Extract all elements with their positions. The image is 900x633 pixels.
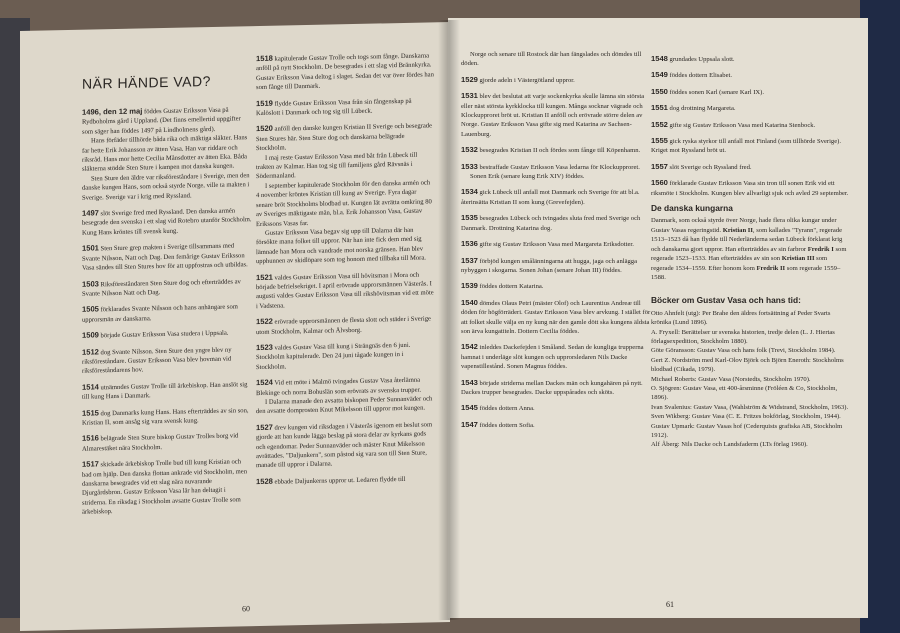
entry-year: 1539	[461, 281, 478, 291]
timeline-entry	[461, 213, 651, 233]
king-name: Fredrik II	[756, 264, 786, 272]
book-reference: Ivan Svalenius: Gustav Vasa, (Wahlström & Widstrand, Stockholm, 1963).	[651, 403, 849, 411]
timeline-entry	[82, 344, 252, 377]
entry-year: 1551	[651, 103, 668, 113]
timeline-entry	[461, 50, 651, 69]
entry-text: ebbade Daljunkerns uppror ut. Ledaren flydde till	[272, 475, 406, 486]
entry-text: föddes Gustav Eriksson Vasa på Rydboholms gård i Uppland. (Det finns emellertid uppgifter som säger han föddes 1497 på Lindholmens gård).	[82, 106, 241, 136]
timeline-entry	[256, 313, 434, 337]
entry-year: 1524	[256, 377, 273, 388]
page-number: 60	[242, 604, 250, 614]
entry-text: I maj reste Gustav Eriksson Vasa med båt från Lübeck till trakten av Kalmar. Han tog sig till familjens gård Rävsnäs i Södermanland.	[256, 151, 418, 181]
timeline-entry	[461, 91, 651, 139]
entry-year: 1548	[651, 54, 668, 63]
king-text: som regerade 1523–1533. Han efterträddes av sin son	[651, 245, 847, 263]
entry-text: erövrade upprorsmännen de flesta slott och städer i Sverige utom Stockholm, Kalmar och Älvsborg.	[256, 315, 431, 336]
entry-year: 1550	[651, 86, 668, 96]
entry-text: bestraffade Gustav Eriksson Vasa ledarna för Klockupproret.	[477, 163, 640, 171]
timeline-entry	[461, 298, 651, 337]
timeline-entry	[651, 87, 851, 97]
entry-text: föddes dottern Anna.	[477, 405, 535, 413]
entry-year: 1542	[461, 342, 478, 352]
entry-text: dog Svante Nilsson. Sten Sture den yngre blev ny riksföreståndare. Gustav Eriksson Vasa blev hovman vid riksföreståndarens hov.	[82, 346, 232, 376]
book-reference: Alf Åberg: Nils Dacke och Landsfaderm (LTs förlag 1960).	[651, 441, 808, 449]
entry-year: 1545	[461, 403, 478, 413]
entry-text: gjorde adeln i Västergötland uppror.	[477, 76, 575, 84]
entry-text: dog drottning Margareta.	[667, 105, 736, 113]
entry-text: föddes dottern Katarina.	[477, 283, 544, 291]
timeline-entry	[651, 103, 851, 113]
entry-text: valdes Gustav Vasa till kung i Strängnäs den 6 juni. Stockholm kapitulerade. Den 24 juni tågade kungen in i Stockholm.	[256, 341, 411, 371]
timeline-entry	[461, 420, 651, 430]
entry-year: 1540	[461, 297, 478, 307]
entry-text: Norge och senare till Rostock där han fängslades och dömdes till döden.	[461, 51, 642, 68]
entry-text: slöt Sverige och Ryssland fred.	[667, 163, 752, 171]
books-heading: Böcker om Gustav Vasa och hans tid:	[651, 295, 801, 306]
entry-year: 1536	[461, 239, 478, 249]
entry-text: gick Lübeck till anfall mot Danmark och Sverige för att bl.a. återinsätta Kristian II som kung (Grevefejden).	[461, 189, 640, 206]
entry-year: 1497	[82, 208, 99, 218]
entry-text: valdes Gustav Eriksson Vasa till hövitsman i Mora och började befrielsekriget. I april erövrade upprorsmännen Västerås. I augusti valdes Gustav Eriksson Vasa till rikshövitsman vid ett möte i Vadstena.	[256, 271, 434, 310]
entry-year: 1528	[256, 476, 273, 486]
left-page	[20, 22, 450, 631]
timeline-entry	[461, 342, 651, 371]
timeline-entry	[82, 205, 252, 238]
entry-text: Hans förfäder tillhörde båda rika och mäktiga släkter. Hans far hette Erik Johansson av ätten Vasa. Han var riddare och riksråd. Hans mor hette Cecilia Månsdotter av ätten Eka. Båda släkterna stödde Sten Sture i kampen mot danska kungen.	[82, 134, 248, 174]
entry-text: började striderna mellan Dackes män och kungahären på nytt. Dackes trupper besegrades. Dacke uppspårades och sköts.	[461, 379, 643, 396]
timeline-entry	[82, 240, 252, 273]
entry-year: 1519	[256, 98, 273, 108]
king-text: , som kallades "Tyrann", regerade 1513–1523 då han flydde till Nederländerna sedan Lübeck förklarat krig och danskarna gjort uppror. Han efterträddes av sin farbror	[651, 226, 843, 253]
entry-year: 1534	[461, 187, 478, 197]
entry-year: 1529	[461, 74, 478, 84]
timeline-entry	[461, 145, 651, 155]
timeline-entry	[651, 178, 851, 198]
timeline-entry	[256, 394, 434, 417]
entry-text: blev det beslutat att varje sockenkyrka skulle lämna sin största eller näst största kyrkklocka till kungen. Många socknar vägrade och Klockupproret bröt ut. Kristian II anföll och erövrade större delen av Norge. Gustav Eriksson Vasa gifte sig med Katarina av Sachsen-Lauenburg.	[461, 93, 645, 138]
entry-text: I Dalarna manade den avsatta biskopen Peder Sunnanväder och den avsatte domprosten Knut Mikelsson till uppror mot kungen.	[256, 395, 433, 416]
entry-text: dömdes Olaus Petri (mäster Olof) och Laurentius Andreæ till döden för högförräderi. Gustav Eriksson Vasa blev arvkung. I stället för att folket skulle välja en ny kung när den gamle dött ska kungens äldsta son ärva kungatiteln. Dottern Cecilia föddes.	[461, 299, 651, 335]
book-reference: Sven Wikberg: Gustav Vasa (C. E. Fritzes bokförlag, Stockholm, 1944).	[651, 413, 841, 421]
timeline-entry	[461, 187, 651, 207]
entry-text: Sten Sture grep makten i Sverige tillsammans med Svante Nilsson, Natt och Dag. Den femårige Gustav Eriksson Vasa sändes till Sten Stures hov för att uppfostras och utbildas.	[82, 242, 248, 272]
entry-year: 1527	[256, 422, 273, 432]
timeline-entry	[256, 225, 434, 266]
timeline-entry	[82, 133, 252, 174]
books-section	[651, 296, 851, 450]
king-text: som regerade 1534–1559. Efter honom kom	[651, 255, 828, 272]
entry-text: föddes dottern Elisabet.	[667, 72, 732, 80]
entry-year: 1549	[651, 70, 668, 80]
timeline-entry	[256, 178, 434, 229]
king-text: som regerade 1559–1588.	[651, 264, 841, 281]
timeline-entry	[461, 281, 651, 291]
entry-text: kapitulerade Gustav Trolle och togs som fånge. Danskarna anföll på nytt Stockholm. De besegrades i ett slag vid Brännkyrka. Gustav Eriksson Vasa deltog i slaget. Sedan det var över fördes han som fånge till Danmark.	[256, 52, 434, 92]
timeline-entry	[461, 172, 651, 181]
entry-text: Vid ett möte i Malmö tvingades Gustav Vasa återlämna Blekinge och norra Bohuslän som erövrats av svenska trupper.	[256, 376, 421, 397]
king-name: Kristian II	[722, 226, 753, 234]
entry-year: 1518	[256, 53, 273, 64]
entry-year: 1505	[82, 304, 99, 315]
book-reference: Michael Roberts: Gustav Vasa (Norstedts, Stockholm 1970).	[651, 375, 811, 383]
timeline-entry	[256, 50, 434, 92]
timeline-entry	[461, 162, 651, 172]
entry-text: belägrade Sten Sture biskop Gustav Trolles borg vid Almarestäket nära Stockholm.	[82, 432, 239, 453]
entry-year: 1535	[461, 213, 478, 223]
timeline-entry	[256, 150, 434, 182]
timeline-entry	[82, 405, 252, 428]
timeline-entry	[82, 301, 252, 324]
timeline-entry	[82, 327, 252, 341]
entry-text: förklarade Gustav Eriksson Vasa sin tron till sonen Erik vid ett riksmöte i Stockholm. Kungen blev allvarligt sjuk och avled 29 september.	[651, 180, 849, 197]
king-name: Fredrik I	[807, 245, 834, 253]
timeline-entry	[82, 379, 252, 402]
entry-text: flydde Gustav Eriksson Vasa från sin fångenskap på Kalöslott i Danmark och tog sig till Lübeck.	[256, 97, 412, 118]
page-heading: NÄR HÄNDE VAD?	[82, 73, 211, 92]
timeline-entry	[82, 276, 252, 299]
entry-text: skickade ärkebiskop Trolle bud till kung Kristian och bad om hjälp. Den danska flottan ankrade vid Stockholm, men danskarna besegrades vid ett slag nära nuvarande Djurgårdsbron. Gustav Eriksson Vasa lär han deltagit i striderna. En riksdag i Stockholm avsatte Gustav Trolle som ärkebiskop.	[82, 458, 247, 516]
timeline-entry	[651, 120, 851, 130]
entry-year: 1509	[82, 330, 99, 340]
timeline-entry	[651, 70, 851, 80]
timeline-entry	[461, 239, 651, 249]
entry-text: inleddes Dackefejden i Småland. Sedan de kungliga trupperna hamnat i underläge slöt kungen och upprorsledaren Nils Dacke vapenstillestånd. Sonen Magnus föddes.	[461, 344, 644, 371]
entry-text: förbjöd kungen smålänningarna att hugga, jaga och anlägga nybyggen i skogarna. Sonen Johan (senare Johan III) föddes.	[461, 257, 638, 274]
book-reference: O. Sjögren: Gustav Vasa, ett 400-årsminne (Fröléen & Co, Stockholm, 1896).	[651, 384, 838, 402]
entry-text: anföll den danske kungen Kristian II Sverige och besegrade Sten Stures här. Sten Sture dog och danskarna belägrade Stockholm.	[256, 122, 433, 153]
entry-year: 1560	[651, 178, 668, 188]
entry-text: gifte sig Gustav Eriksson Vasa med Katarina Stenbock.	[667, 121, 816, 129]
entry-year: 1531	[461, 91, 478, 101]
entry-year: 1552	[651, 119, 668, 129]
entry-text: drev kungen vid riksdagen i Västerås igenom ett beslut som gjorde att han kunde lägga beslag på stora delar av kyrkans gods och egendomar. Peder Sunnanväder och mäster Knut Mikelsson avrättades. "Daljunkern", som påstod sig vara son till Sten Sture, manade till uppror i Dalarna.	[256, 421, 433, 470]
entry-year: 1533	[461, 161, 478, 171]
entry-year: 1496, den 12 maj	[82, 106, 143, 117]
timeline-entry	[256, 95, 434, 119]
entry-year: 1521	[256, 272, 273, 282]
page-number: 61	[666, 600, 674, 609]
entry-year: 1515	[82, 407, 99, 418]
timeline-entry	[461, 378, 651, 398]
entry-text: I september kapitulerade Stockholm för den danska armén och 4 november kröntes Kristian till kung av Sverige. Fyra dagar senare bröt Stockholms blodbad ut. Kungen lät avrätta omkring 80 av Sveriges mäktigaste män, bl.a. Erik Johansson Vasa, Gustav Erikssons Vasas far.	[256, 179, 432, 228]
book-gutter	[438, 20, 460, 620]
timeline-entry	[256, 121, 434, 154]
entry-text: dog Danmarks kung Hans. Hans efterträddes av sin son, Kristian II, som ansåg sig vara svensk kung.	[82, 406, 249, 427]
book-reference: Gustav Upmark: Gustav Vasas hof (Cederquists grafiska AB, Stockholm 1912).	[651, 422, 843, 439]
right-column-b	[651, 54, 851, 450]
entry-year: 1503	[82, 278, 99, 289]
entry-text: Gustav Eriksson Vasa begav sig upp till Dalarna där han försökte mana folket till uppror. När han inte fick dem med sig lämnade han Mora och vandrade mot norska gränsen. Han blev upphunnen av skidlöpare som tog honom med tillbaka till Mora.	[256, 226, 426, 266]
timeline-entry	[256, 473, 434, 487]
book-reference: Göte Göransson: Gustav Vasa och hans folk (Trevi, Stockholm 1984).	[651, 347, 836, 355]
timeline-entry	[461, 75, 651, 85]
entry-text: började Gustav Eriksson Vasa studera i Uppsala.	[98, 329, 229, 340]
entry-text: gick ryska styrkor till anfall mot Finland (som tillhörde Sverige). Kriget mot Ryssland bröt ut.	[651, 138, 841, 155]
entry-text: grundades Uppsala slott.	[667, 56, 735, 63]
entry-text: gifte sig Gustav Eriksson Vasa med Margareta Eriksdotter.	[477, 241, 634, 249]
book-reference: Otto Ahnfelt (utg): Per Brahe den äldres fortsättning af Peder Svarts krönika (Lund 1896).	[651, 309, 831, 327]
timeline-entry	[82, 456, 252, 517]
right-column-a	[461, 51, 651, 436]
timeline-entry	[256, 419, 434, 471]
timeline-entry	[82, 431, 252, 454]
entry-text: utnämndes Gustav Trolle till ärkebiskop. Han anslöt sig till kung Hans i Danmark.	[82, 380, 248, 401]
entry-text: förklarades Svante Nilsson och hans anhängare som upprorsmän av danskarna.	[82, 303, 238, 324]
timeline-entry	[82, 104, 252, 137]
left-column-b	[256, 50, 434, 493]
entry-year: 1543	[461, 377, 478, 387]
book-reference: A. Fryxell: Berättelser ur svenska historien, tredje delen (L. J. Hiertas förlagsexpedition, Stockholm 1880).	[651, 328, 835, 345]
entry-year: 1523	[256, 342, 273, 353]
timeline-entry	[651, 162, 851, 172]
entry-text: besegrades Kristian II och fördes som fånge till Köpenhamn.	[477, 147, 641, 155]
timeline-entry	[461, 403, 651, 413]
danish-kings-section	[651, 204, 851, 282]
entry-year: 1557	[651, 161, 668, 171]
king-name: Kristian III	[781, 255, 815, 263]
entry-text: Sonen Erik (senare kung Erik XIV) föddes.	[470, 173, 585, 181]
entry-text: Riksföreståndaren Sten Sture dog och efterträddes av Svante Nilsson Natt och Dag.	[82, 277, 241, 298]
entry-year: 1537	[461, 255, 478, 265]
danish-kings-intro: Danmark, som också styrde över Norge, hade flera olika kungar under Gustav Vasas regeringstid.	[651, 217, 837, 234]
entry-year: 1514	[82, 382, 99, 392]
timeline-entry	[651, 136, 851, 156]
entry-text: föddes dottern Sofia.	[477, 421, 535, 429]
entry-text: slöt Sverige fred med Ryssland. Den danska armén besegrade den svenska i ett slag vid Rotebro utanför Stockholm. Kung Hans kröntes till svensk kung.	[82, 207, 252, 237]
timeline-entry	[256, 269, 434, 311]
right-page	[448, 18, 868, 618]
entry-year: 1547	[461, 419, 478, 429]
timeline-entry	[461, 256, 651, 276]
left-column-a	[82, 104, 252, 523]
entry-year: 1520	[256, 124, 273, 134]
entry-year: 1555	[651, 136, 668, 146]
entry-year: 1522	[256, 316, 273, 327]
entry-text: besegrades Lübeck och tvingades sluta fred med Sverige och Danmark. Drottning Katarina dog.	[461, 215, 641, 232]
entry-year: 1501	[82, 243, 99, 253]
entry-year: 1512	[82, 346, 99, 357]
entry-text: Sten Sture den äldre var riksföreståndare i Sverige, men den danske kungen Hans, som också styrde Norge, ville ta makten i Sverige. Sverige var i krig med Ryssland.	[82, 172, 250, 202]
timeline-entry	[651, 54, 851, 64]
timeline-entry	[256, 339, 434, 372]
timeline-entry	[82, 171, 252, 203]
book-reference: Gert Z. Nordström med Karl-Olov Björk och Björn Eneroth: Stockholms blodbad (Cikada, 1979).	[651, 356, 844, 374]
entry-year: 1517	[82, 459, 99, 469]
entry-year: 1532	[461, 145, 478, 155]
entry-year: 1516	[82, 433, 99, 444]
danish-kings-heading: De danska kungarna	[651, 203, 733, 214]
entry-text: föddes sonen Karl (senare Karl IX).	[667, 88, 765, 96]
